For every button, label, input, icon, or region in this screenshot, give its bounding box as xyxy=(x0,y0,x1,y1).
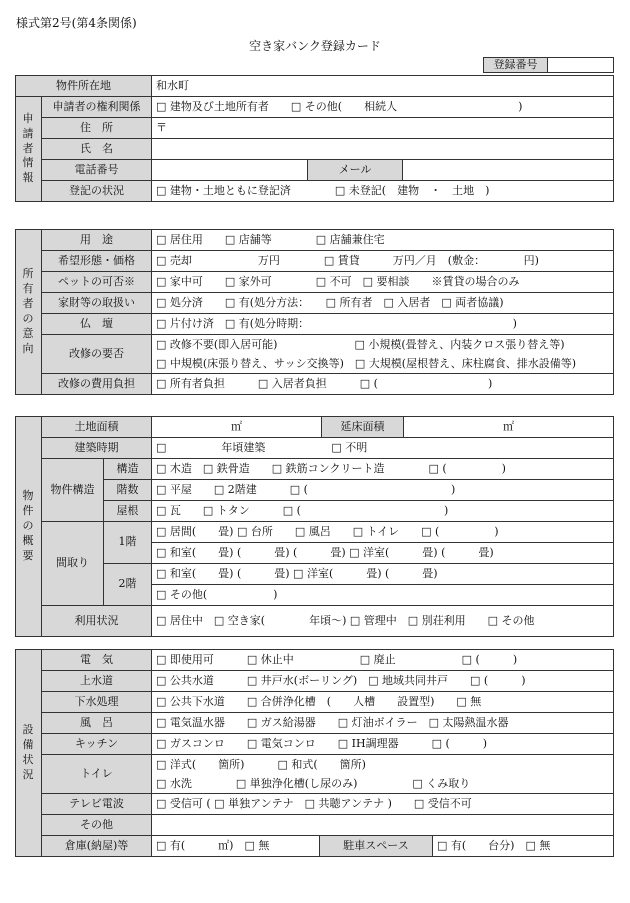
location-label: 物件所在地 xyxy=(16,76,152,97)
registry-field[interactable]: □ 建物・土地ともに登記済 □ 未登記( 建物 ・ 土地 ) xyxy=(152,181,614,202)
floor1-rooms-field[interactable]: □ 居間( 畳) □ 台所 □ 風呂 □ トイレ □ ( ) xyxy=(152,522,614,543)
floor2-label: 2階 xyxy=(104,564,152,606)
owner-section xyxy=(15,229,614,395)
email-label: メール xyxy=(308,160,403,181)
toilet-label: トイレ xyxy=(42,755,152,794)
phone-label: 電話番号 xyxy=(42,160,152,181)
layout-label: 間取り xyxy=(42,522,104,606)
structure-type-field[interactable]: □ 木造 □ 鉄骨造 □ 鉄筋コンクリート造 □ ( ) xyxy=(152,459,614,480)
kitchen-field[interactable]: □ ガスコンロ □ 電気コンロ □ IH調理器 □ ( ) xyxy=(152,734,614,755)
electricity-field[interactable]: □ 即使用可 □ 休止中 □ 廃止 □ ( ) xyxy=(152,650,614,671)
form-number: 様式第2号(第4条関係) xyxy=(16,16,137,30)
bath-label: 風 呂 xyxy=(42,713,152,734)
sewage-label: 下水処理 xyxy=(42,692,152,713)
facilities-group-label: 設備状況 xyxy=(16,650,42,857)
owner-group-label: 所有者の意向 xyxy=(16,230,42,395)
registry-label: 登記の状況 xyxy=(42,181,152,202)
structure-type-label: 構造 xyxy=(104,459,152,480)
other-label: その他 xyxy=(42,815,152,836)
renovation-line-1: □ 改修不要(即入居可能) □ 小規模(畳替え、内装クロス張り替え等) xyxy=(156,338,565,351)
price-label: 希望形態・価格 xyxy=(42,251,152,272)
applicant-section xyxy=(15,75,614,202)
structure-label: 物件構造 xyxy=(42,459,104,522)
kitchen-label: キッチン xyxy=(42,734,152,755)
registration-number-field[interactable] xyxy=(548,58,614,73)
pet-label: ペットの可否※ xyxy=(42,272,152,293)
rights-field[interactable]: □ 建物及び土地所有者 □ その他( 相続人 ) xyxy=(152,97,614,118)
storage-label: 倉庫(納屋)等 xyxy=(42,836,152,857)
belongings-label: 家財等の取扱い xyxy=(42,293,152,314)
page-title: 空き家バンク登録カード xyxy=(249,39,381,53)
registration-number-box xyxy=(483,57,614,73)
registration-number-label: 登録番号 xyxy=(484,58,548,73)
bath-field[interactable]: □ 電気温水器 □ ガス給湯器 □ 灯油ボイラー □ 太陽熱温水器 xyxy=(152,713,614,734)
renovation-label: 改修の要否 xyxy=(42,335,152,374)
location-field[interactable]: 和水町 xyxy=(152,76,614,97)
water-field[interactable]: □ 公共水道 □ 井戸水(ボーリング) □ 地域共同井戸 □ ( ) xyxy=(152,671,614,692)
floor1-label: 1階 xyxy=(104,522,152,564)
renovation-cost-field[interactable]: □ 所有者負担 □ 入居者負担 □ ( ) xyxy=(152,374,614,395)
electricity-label: 電 気 xyxy=(42,650,152,671)
tv-field[interactable]: □ 受信可 ( □ 単独アンテナ □ 共聴アンテナ ) □ 受信不可 xyxy=(152,794,614,815)
toilet-line-2: □ 水洗 □ 単独浄化槽(し尿のみ) □ くみ取り xyxy=(156,777,471,790)
sewage-field[interactable]: □ 公共下水道 □ 合併浄化槽 ( 人槽 設置型) □ 無 xyxy=(152,692,614,713)
floor2-other-field[interactable]: □ その他( ) xyxy=(152,585,614,606)
phone-field[interactable] xyxy=(152,160,308,181)
toilet-field[interactable] xyxy=(152,755,614,794)
usage-status-label: 利用状況 xyxy=(42,606,152,637)
email-field[interactable] xyxy=(403,160,614,181)
tv-label: テレビ電波 xyxy=(42,794,152,815)
price-field[interactable]: □ 売却 万円 □ 賃貸 万円／月 (敷金： 円) xyxy=(152,251,614,272)
rights-label: 申請者の権利関係 xyxy=(42,97,152,118)
altar-field[interactable]: □ 片付け済 □ 有(処分時期： ) xyxy=(152,314,614,335)
toilet-line-1: □ 洋式( 箇所) □ 和式( 箇所) xyxy=(156,758,366,771)
floor-area-label: 延床面積 xyxy=(322,417,404,438)
address-field[interactable]: 〒 xyxy=(152,118,614,139)
built-label: 建築時期 xyxy=(42,438,152,459)
facilities-section xyxy=(15,649,614,857)
altar-label: 仏 壇 xyxy=(42,314,152,335)
name-field[interactable] xyxy=(152,139,614,160)
stories-field[interactable]: □ 平屋 □ 2階建 □ ( ) xyxy=(152,480,614,501)
floor1-japanese-rooms-field[interactable]: □ 和室( 畳) ( 畳) ( 畳) □ 洋室( 畳) ( 畳) xyxy=(152,543,614,564)
belongings-field[interactable]: □ 処分済 □ 有(処分方法： □ 所有者 □ 入居者 □ 両者協議) xyxy=(152,293,614,314)
renovation-cost-label: 改修の費用負担 xyxy=(42,374,152,395)
usage-label: 用 途 xyxy=(42,230,152,251)
other-field[interactable] xyxy=(152,815,614,836)
water-label: 上水道 xyxy=(42,671,152,692)
applicant-group-label: 申請者情報 xyxy=(16,97,42,202)
name-label: 氏 名 xyxy=(42,139,152,160)
floor2-rooms-field[interactable]: □ 和室( 畳) ( 畳) □ 洋室( 畳) ( 畳) xyxy=(152,564,614,585)
built-field[interactable]: □ 年頃建築 □ 不明 xyxy=(152,438,614,459)
storage-field[interactable]: □ 有( ㎡) □ 無 xyxy=(152,836,320,857)
usage-field[interactable]: □ 居住用 □ 店舗等 □ 店舗兼住宅 xyxy=(152,230,614,251)
roof-label: 屋根 xyxy=(104,501,152,522)
pet-field[interactable]: □ 家中可 □ 家外可 □ 不可 □ 要相談 ※賃貸の場合のみ xyxy=(152,272,614,293)
parking-field[interactable]: □ 有( 台分) □ 無 xyxy=(433,836,614,857)
address-label: 住 所 xyxy=(42,118,152,139)
parking-label: 駐車スペース xyxy=(320,836,433,857)
property-group-label: 物件の概要 xyxy=(16,417,42,637)
roof-field[interactable]: □ 瓦 □ トタン □ ( ) xyxy=(152,501,614,522)
land-area-field[interactable]: ㎡ xyxy=(152,417,322,438)
renovation-line-2: □ 中規模(床張り替え、サッシ交換等) □ 大規模(屋根替え、床柱腐食、排水設備等) xyxy=(156,357,577,370)
stories-label: 階数 xyxy=(104,480,152,501)
property-section xyxy=(15,416,614,637)
floor-area-field[interactable]: ㎡ xyxy=(404,417,614,438)
renovation-field[interactable] xyxy=(152,335,614,374)
usage-status-field[interactable]: □ 居住中 □ 空き家( 年頃～) □ 管理中 □ 別荘利用 □ その他 xyxy=(152,606,614,637)
land-area-label: 土地面積 xyxy=(42,417,152,438)
